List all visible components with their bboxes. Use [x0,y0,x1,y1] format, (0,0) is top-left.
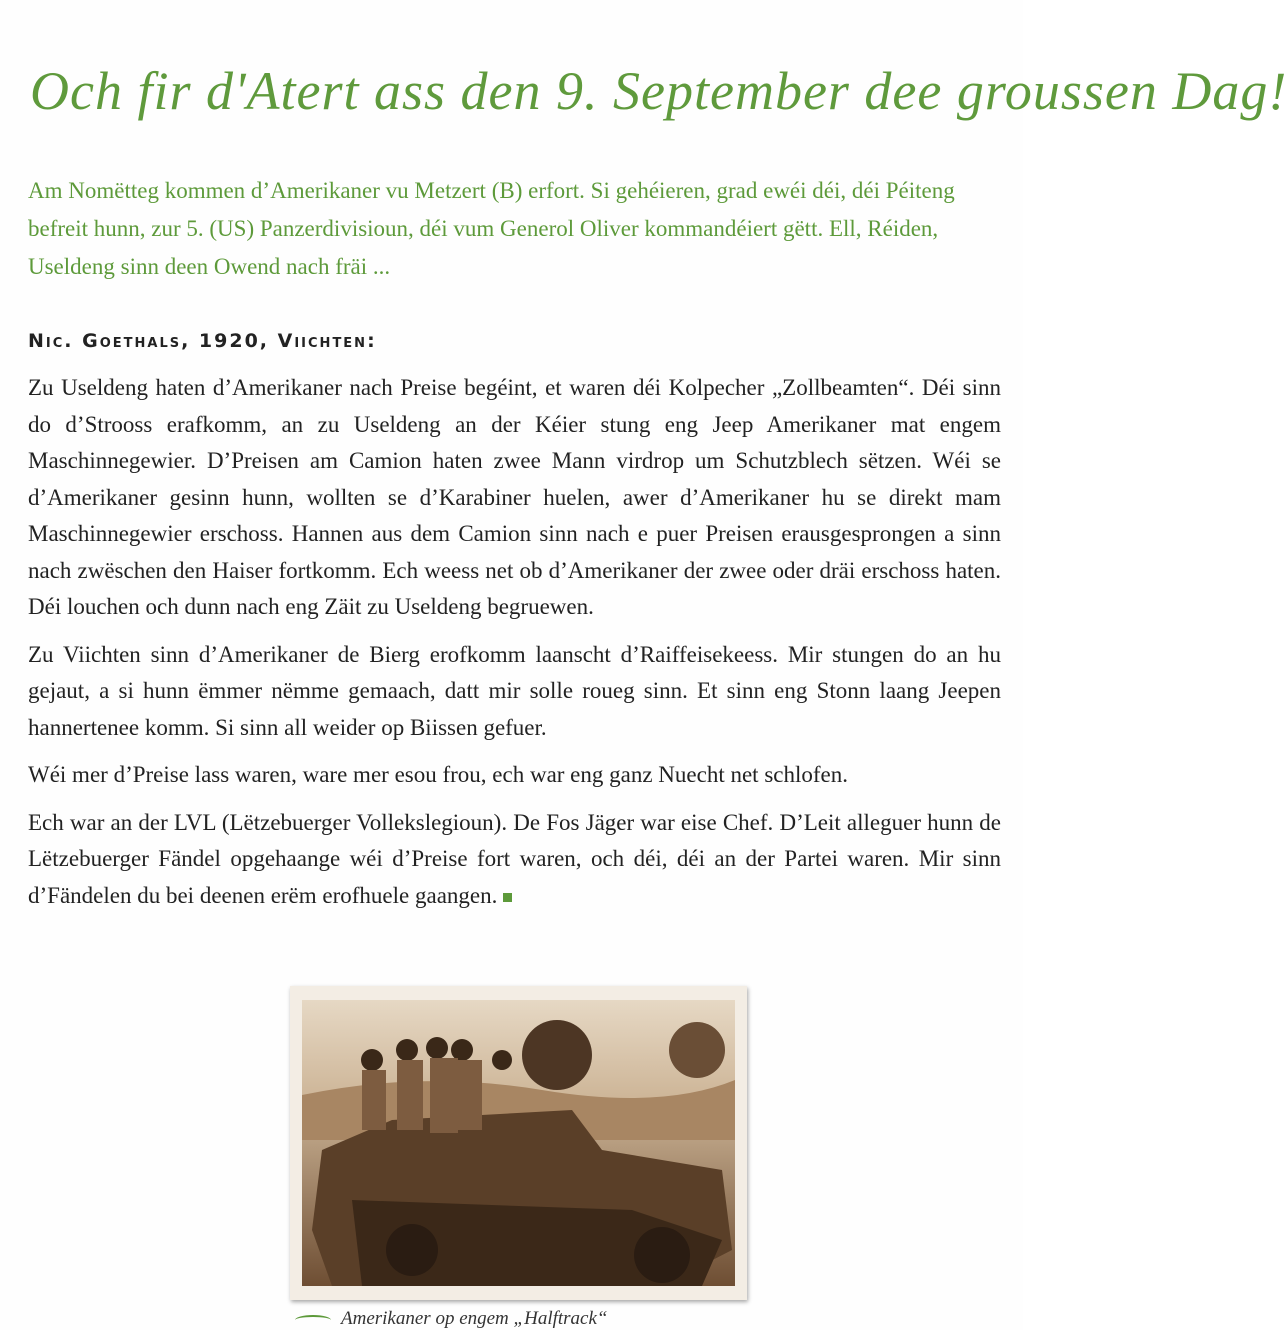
paragraph-text: Ech war an der LVL (Lëtzebuerger Vollekslegioun). De Fos Jäger war eise Chef. D’Leit alleguer hunn de Lëtzebuerger Fändel opgehaange wéi d’Preise fort waren, och déi, déi an der Partei waren. Mir sinn d’Fändelen du bei deenen erëm erofhuele gaangen. [28,809,1001,908]
article-body [28,370,1001,925]
paragraph: Wéi mer d’Preise lass waren, ware mer esou frou, ech war eng ganz Nuecht net schlofen. [28,762,848,787]
photo-caption [295,1308,607,1330]
photo-image [302,1000,735,1286]
paragraph [28,805,1001,915]
page-title: Och fir d'Atert ass den 9. September dee groussen Dag! [30,61,1287,121]
author-heading: Nic. Goethals, 1920, Viichten: [28,330,377,352]
intro-paragraph: Am Nomëtteg kommen d’Amerikaner vu Metzert (B) erfort. Si gehéieren, grad ewéi déi, déi Péiteng befreit hunn, zur 5. (US) Panzerdivisioun, déi vum Generol Oliver kommandéiert gëtt. Ell, Réiden, Useldeng sinn deen Owend nach fräi ... [28,178,955,279]
halftrack-photo [290,986,747,1300]
paragraph: Zu Viichten sinn d’Amerikaner de Bierg erofkomm laanscht d’Raiffeisekeess. Mir stungen do an hu gejaut, a si hunn ëmmer nëmme gemaach, datt mir solle roueg sinn. Et sinn eng Stonn laang Jeepen hannertenee komm. Si sinn all weider op Biissen gefuer. [28,641,1001,740]
swash-icon [295,1315,331,1325]
end-mark-icon [503,893,512,902]
paragraph: Zu Useldeng haten d’Amerikaner nach Preise begéint, et waren déi Kolpecher „Zollbeamten“. Déi sinn do d’Strooss erafkomm, an zu Useldeng an der Kéier stung eng Jeep Amerikaner mat engem Maschinnegewier. D’Preisen am Camion haten zwee Mann virdrop um Schutzblech sëtzen. Wéi se d’Amerikaner gesinn hunn, wollten se d’Karabiner huelen, awer d’Amerikaner hu se direkt mam Maschinnegewier erschoss. Hannen aus dem Camion sinn nach e puer Preisen erausgesprongen a sinn nach zwëschen den Haiser fortkomm. Ech weess net ob d’Amerikaner der zwee oder dräi erschoss haten. Déi louchen och dunn nach eng Zäit zu Useldeng begruewen. [28,375,1001,619]
caption-text: Amerikaner op engem „Halftrack“ [341,1308,608,1329]
